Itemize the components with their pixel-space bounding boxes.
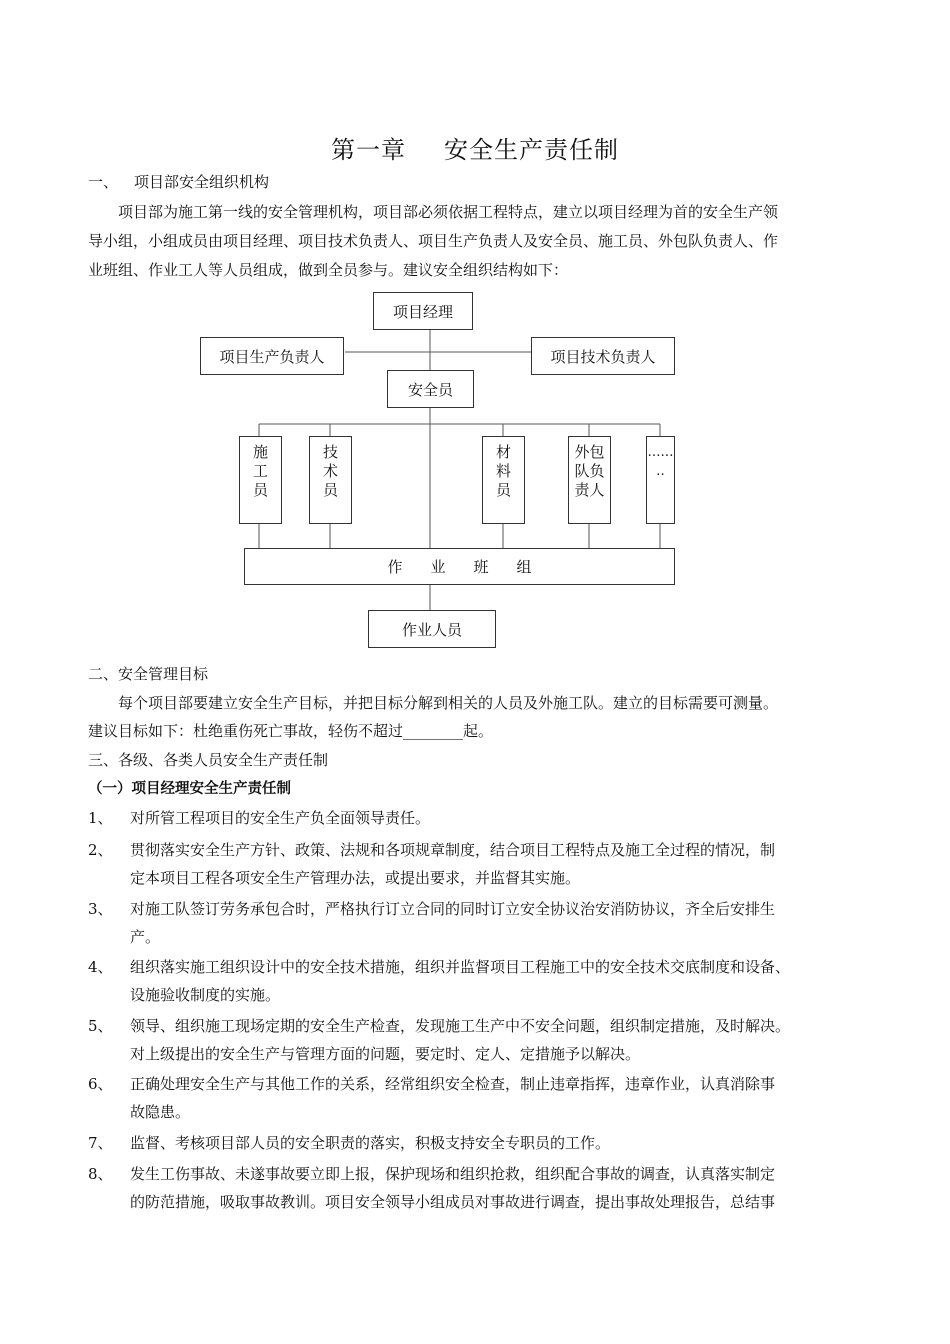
role-char: 技 (322, 443, 338, 461)
section1-heading-text: 项目部安全组织机构 (134, 173, 270, 191)
role-char: 料 (495, 462, 511, 480)
role-char: 材 (495, 443, 511, 461)
item-line: 发生工伤事故、未遂事故要立即上报，保护现场和组织抢救，组织配合事故的调查，认真落实制定 (130, 1165, 776, 1183)
org-box-role-more (646, 436, 675, 524)
item-line: 产。 (130, 928, 161, 946)
role-char: 术 (322, 462, 338, 480)
role-char: 工 (252, 462, 268, 480)
item-line: 故隐患。 (130, 1103, 191, 1121)
role-char: 员 (252, 481, 268, 499)
section2-heading: 二、安全管理目标 (88, 665, 209, 683)
org-box-tech-lead: 项目技术负责人 (531, 337, 675, 375)
item-line: 定本项目工程各项安全生产管理办法，或提出要求，并监督其实施。 (130, 869, 581, 887)
item-line: 对所管工程项目的安全生产负全面领导责任。 (130, 809, 431, 827)
section2-para-line: 每个项目部要建立安全生产目标，并把目标分解到相关的人员及外施工队。建立的目标需要可测量。 (118, 694, 779, 712)
item-line: 贯彻落实安全生产方针、政策、法规和各项规章制度，结合项目工程特点及施工全过程的情况，制 (130, 841, 776, 859)
role-char: 外包 (574, 443, 605, 461)
chapter-name: 安全生产责任制 (444, 136, 619, 164)
section3-subheading: （一）项目经理安全生产责任制 (88, 781, 291, 797)
section3-heading: 三、各级、各类人员安全生产责任制 (88, 751, 329, 769)
item-line: 设施验收制度的实施。 (130, 986, 281, 1004)
org-box-role-subcontractor (568, 436, 611, 524)
role-char: 员 (322, 481, 338, 499)
item-number: 5、 (88, 1017, 113, 1035)
section1-para-line: 业班组、作业工人等人员组成，做到全员参与。建议安全组织结构如下： (88, 261, 569, 279)
item-number: 3、 (88, 900, 113, 918)
role-char: ‥ (656, 464, 665, 479)
org-box-safety-officer: 安全员 (387, 370, 474, 408)
org-box-role-construction (239, 436, 282, 524)
org-box-manager: 项目经理 (373, 292, 473, 330)
item-line: 的防范措施，吸取事故教训。项目安全领导小组成员对事故进行调查，提出事故处理报告，总结事 (130, 1193, 776, 1211)
role-char: 施 (252, 443, 268, 461)
item-number: 2、 (88, 841, 113, 859)
item-number: 7、 (88, 1134, 113, 1152)
item-line: 对上级提出的安全生产与管理方面的问题，要定时、定人、定措施予以解决。 (130, 1045, 641, 1063)
org-box-team (244, 548, 675, 585)
item-line: 对施工队签订劳务承包合时，严格执行订立合同的同时订立安全协议治安消防协议，齐全后安排生 (130, 900, 776, 918)
item-number: 4、 (88, 958, 113, 976)
item-line: 组织落实施工组织设计中的安全技术措施，组织并监督项目工程施工中的安全技术交底制度和设备、 (130, 958, 791, 976)
section2-para-line: 建议目标如下：杜绝重伤死亡事故，轻伤不超过________起。 (88, 722, 494, 740)
chapter-number: 第一章 (331, 136, 406, 164)
item-line: 领导、组织施工现场定期的安全生产检查，发现施工生产中不安全问题，组织制定措施，及时解决。 (130, 1017, 791, 1035)
item-line: 监督、考核项目部人员的安全职责的落实，积极支持安全专职员的工作。 (130, 1134, 611, 1152)
org-box-production-lead: 项目生产负责人 (200, 337, 344, 375)
org-box-workers: 作业人员 (368, 610, 496, 648)
role-char: 队负 (574, 462, 605, 480)
section1-para-line: 导小组，小组成员由项目经理、项目技术负责人、项目生产负责人及安全员、施工员、外包队负责人、作 (88, 232, 779, 250)
org-team-label: 作业班组 (387, 558, 560, 576)
role-char: 责人 (574, 481, 605, 499)
org-box-role-technician (309, 436, 352, 524)
item-number: 6、 (88, 1075, 113, 1093)
item-number: 8、 (88, 1165, 113, 1183)
item-line: 正确处理安全生产与其他工作的关系，经常组织安全检查，制止违章指挥，违章作业，认真消除事 (130, 1075, 776, 1093)
org-box-role-materials (482, 436, 525, 524)
item-number: 1、 (88, 809, 113, 827)
role-char: 员 (495, 481, 511, 499)
section1-heading-num: 一、 (88, 173, 119, 191)
section1-para-line: 项目部为施工第一线的安全管理机构，项目部必须依据工程特点，建立以项目经理为首的安全生产领 (118, 203, 779, 221)
role-char: …… (647, 445, 674, 460)
